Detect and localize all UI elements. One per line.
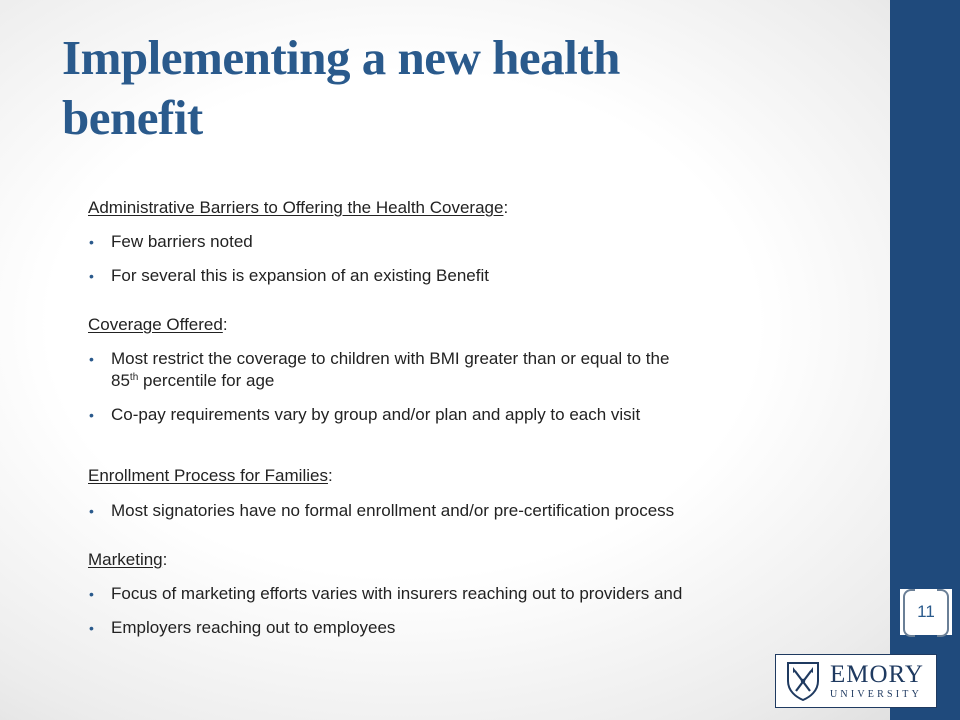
bullet-text: percentile for age <box>143 371 275 390</box>
section-heading: Coverage Offered: <box>88 315 228 334</box>
bullet-item: • Most signatories have no formal enrollment and/or pre-certification process <box>88 500 878 522</box>
section-heading-text: Enrollment Process for Families <box>88 466 328 485</box>
logo-name: EMORY <box>830 660 924 688</box>
bullet-item: • For several this is expansion of an existing Benefit <box>88 265 878 287</box>
slide-number: 11 <box>917 602 935 621</box>
emory-logo <box>775 654 937 708</box>
section-heading-text: Marketing <box>88 550 163 569</box>
section-heading: Enrollment Process for Families: <box>88 466 333 485</box>
section-heading: Administrative Barriers to Offering the Health Coverage: <box>88 198 509 217</box>
logo-wordmark <box>830 660 924 700</box>
ordinal-suffix: th <box>129 372 139 383</box>
bullet-list <box>88 500 878 522</box>
slide-body <box>88 196 878 639</box>
bullet-list <box>88 583 878 639</box>
slide-title-line-2: benefit <box>62 90 203 145</box>
ordinal-number: 85 <box>111 371 130 390</box>
bullet-text: Most restrict the coverage to children with BMI greater than or equal to the <box>111 349 670 368</box>
section-heading-text: Coverage Offered <box>88 315 223 334</box>
bullet-item: • Employers reaching out to employees <box>88 617 878 639</box>
slide-title-line-1: Implementing a new health <box>62 30 620 85</box>
bullet-list <box>88 348 878 426</box>
slide-title <box>62 28 862 148</box>
bullet-item: • Focus of marketing efforts varies with insurers reaching out to providers and <box>88 583 878 605</box>
logo-subtitle: UNIVERSITY <box>830 688 922 700</box>
slide-number-badge <box>898 589 954 635</box>
bullet-item: • Few barriers noted <box>88 231 878 253</box>
bullet-item <box>88 348 878 392</box>
bullet-list <box>88 231 878 287</box>
section-heading-text: Administrative Barriers to Offering the Health Coverage <box>88 198 504 217</box>
section-heading: Marketing: <box>88 550 168 569</box>
bullet-item: • Co-pay requirements vary by group and/or plan and apply to each visit <box>88 404 878 426</box>
shield-crossed-torches-icon <box>786 661 820 701</box>
